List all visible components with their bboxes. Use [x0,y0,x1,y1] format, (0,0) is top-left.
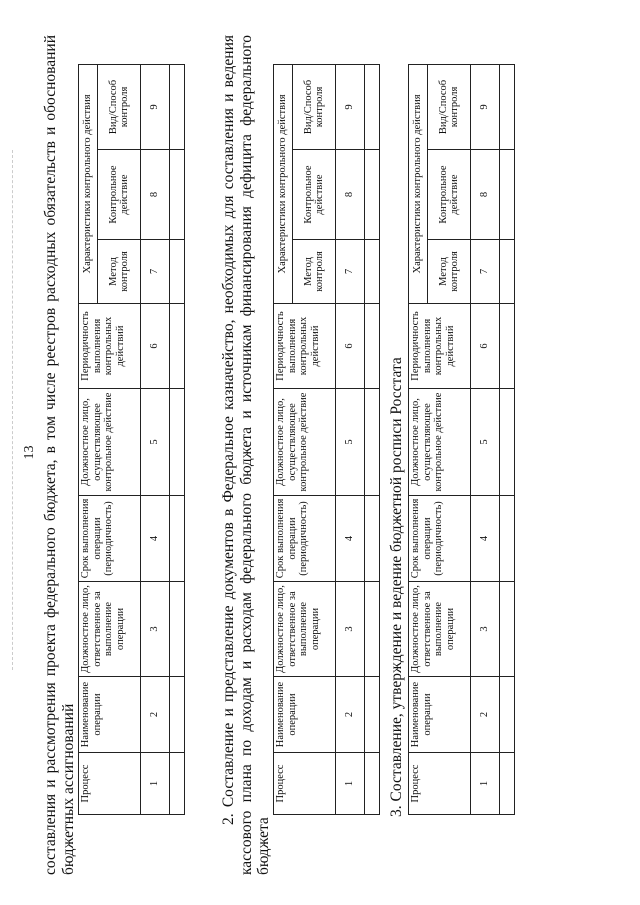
header-deadline: Срок выполнения операции (периодичность) [274,496,336,582]
header-operation-name: Наименование операции [409,677,471,753]
header-control-type: Вид/Способ контроля [98,64,141,149]
section3-heading: 3. Составление, утверждение и ведение бюджетной росписи Росстата [388,357,405,817]
header-deadline: Срок выполнения операции (периодичность) [409,496,471,582]
control-table-3 [408,64,515,815]
header-periodicity: Периодичность выполнения контрольных действий [274,304,336,389]
header-process: Процесс [274,753,336,815]
column-number: 9 [471,64,500,149]
column-number: 3 [336,582,365,677]
table-header-row [274,64,293,814]
column-number: 5 [141,389,170,496]
column-number: 8 [471,150,500,240]
column-number: 8 [336,150,365,240]
header-deadline: Срок выполнения операции (периодичность) [79,496,141,582]
document-page [14,20,624,885]
column-number: 7 [141,240,170,304]
header-characteristics: Характеристики контрольного действия [409,64,428,303]
header-controlling-person: Должностное лицо, осуществляющее контрольное действие [274,389,336,496]
column-number-row [141,64,170,814]
column-number: 6 [336,304,365,389]
header-responsible-person: Должностное лицо, ответственное за выполнение операции [274,582,336,677]
table-header-row [79,64,98,814]
column-number: 6 [141,304,170,389]
header-controlling-person: Должностное лицо, осуществляющее контрольное действие [409,389,471,496]
control-table-2 [273,64,380,815]
column-number: 1 [471,753,500,815]
table-row-empty [170,64,185,814]
header-operation-name: Наименование операции [79,677,141,753]
column-number: 8 [141,150,170,240]
column-number: 2 [336,677,365,753]
column-number: 9 [336,64,365,149]
header-periodicity: Периодичность выполнения контрольных действий [79,304,141,389]
table-header-row [409,64,428,814]
header-control-action: Контрольное действие [428,150,471,240]
column-number: 1 [336,753,365,815]
column-number: 9 [141,64,170,149]
column-number: 6 [471,304,500,389]
control-table-1 [78,64,185,815]
column-number: 7 [471,240,500,304]
header-control-action: Контрольное действие [293,150,336,240]
column-number-row [336,64,365,814]
column-number: 2 [141,677,170,753]
column-number: 3 [471,582,500,677]
section1-heading: составления и рассмотрения проекта федерального бюджета, в том числе реестров расходных обязательств и обоснований бюджетных ассигнований [42,35,77,875]
page-number: 13 [22,445,37,460]
scan-edge-line [12,150,13,670]
header-periodicity: Периодичность выполнения контрольных действий [409,304,471,389]
header-responsible-person: Должностное лицо, ответственное за выполнение операции [409,582,471,677]
header-control-type: Вид/Способ контроля [293,64,336,149]
column-number: 5 [336,389,365,496]
table-row-empty [365,64,380,814]
column-number: 4 [141,496,170,582]
header-control-type: Вид/Способ контроля [428,64,471,149]
column-number: 4 [471,496,500,582]
header-control-method: Метод контроля [293,240,336,304]
column-number: 3 [141,582,170,677]
header-control-action: Контрольное действие [98,150,141,240]
header-characteristics: Характеристики контрольного действия [274,64,293,303]
section2-heading: 2. Составление и представление документов в Федеральное казначейство, необходимых для составления и ведения кассового плана по доходам и расходам федерального бюджета и источникам финансирования дефицита федерального бюджета [220,35,272,875]
header-control-method: Метод контроля [98,240,141,304]
column-number: 7 [336,240,365,304]
header-control-method: Метод контроля [428,240,471,304]
column-number-row [471,64,500,814]
header-characteristics: Характеристики контрольного действия [79,64,98,303]
header-operation-name: Наименование операции [274,677,336,753]
column-number: 2 [471,677,500,753]
column-number: 1 [141,753,170,815]
header-process: Процесс [409,753,471,815]
header-responsible-person: Должностное лицо, ответственное за выполнение операции [79,582,141,677]
column-number: 4 [336,496,365,582]
column-number: 5 [471,389,500,496]
table-row-empty [500,64,515,814]
header-process: Процесс [79,753,141,815]
header-controlling-person: Должностное лицо, осуществляющее контрольное действие [79,389,141,496]
